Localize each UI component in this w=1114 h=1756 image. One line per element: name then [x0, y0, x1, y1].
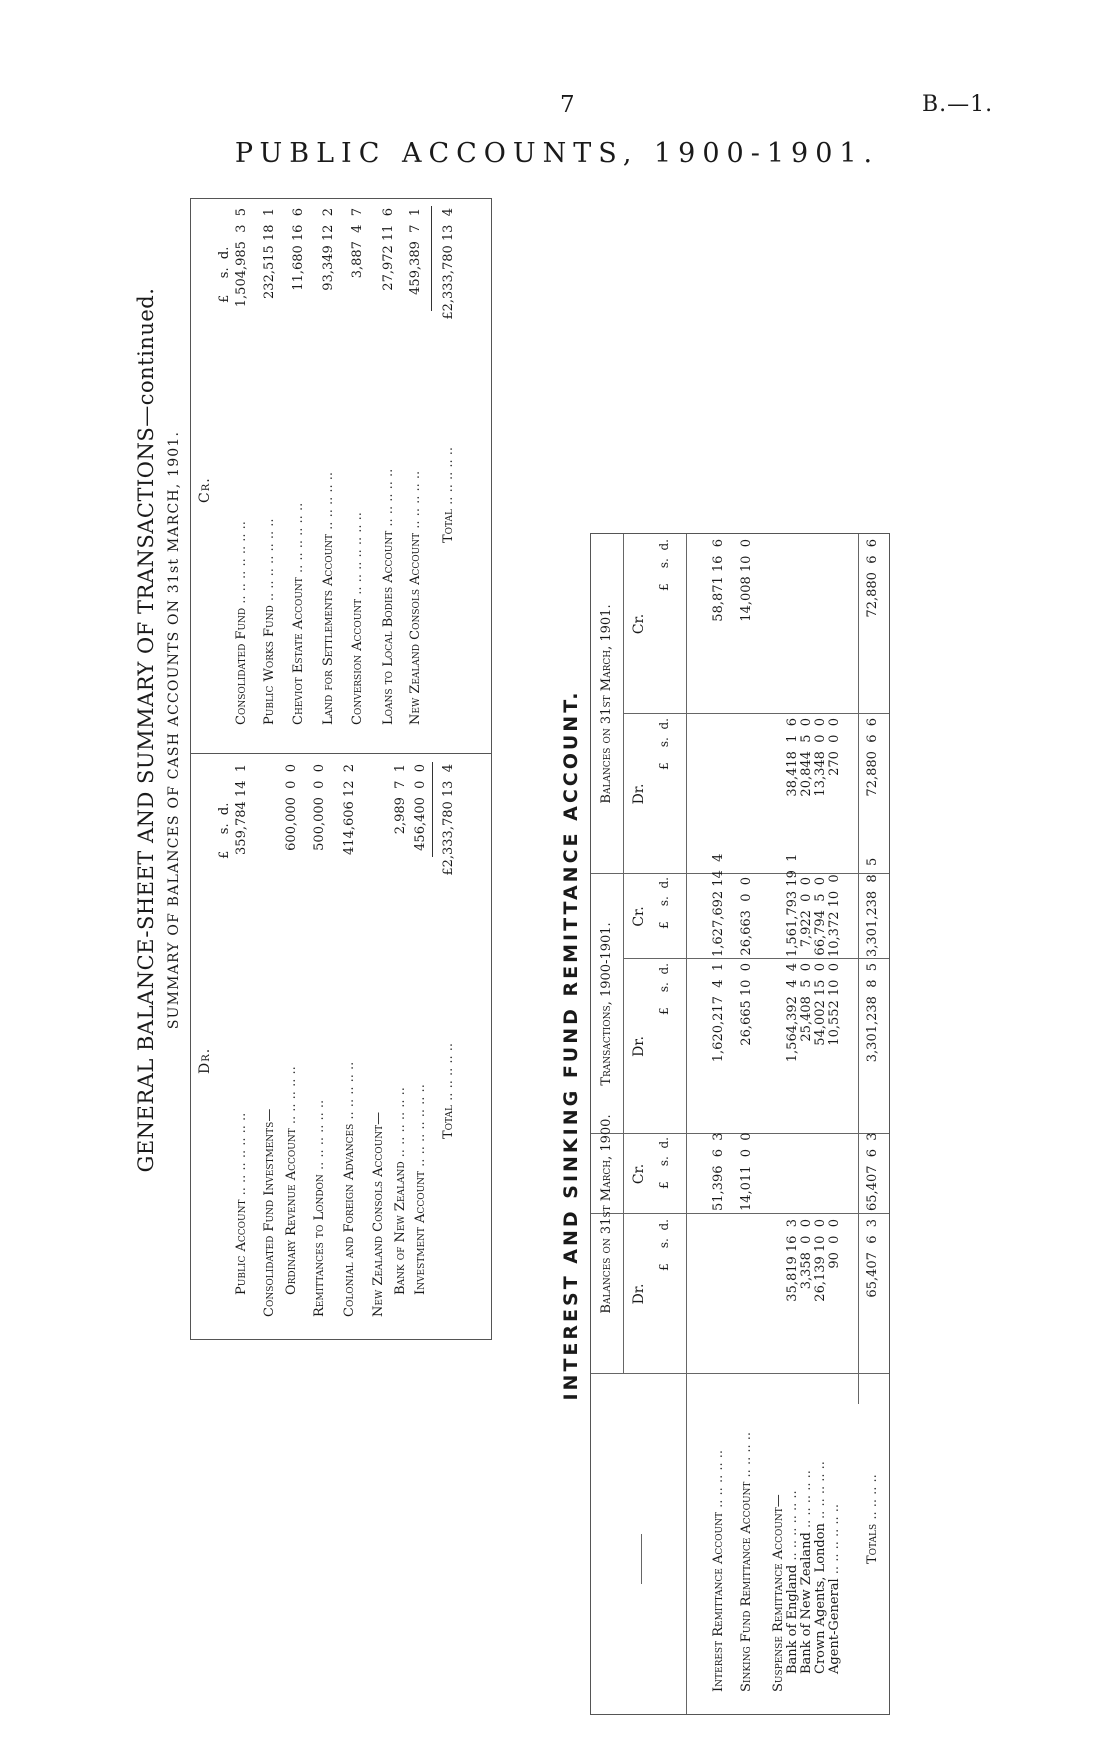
units-label: £ s. d. [657, 718, 671, 770]
row-value: 270 0 0 [827, 718, 842, 776]
row-value: 10,372 10 0 [827, 874, 842, 957]
row-value: 1,627,692 14 4 [711, 853, 726, 957]
debit-item-amount: 456,400 0 0 [413, 764, 428, 851]
credit-item-label: Loans to Local Bodies Account .. .. .. .. .. [381, 468, 396, 725]
debit-item-label: Ordinary Revenue Account .. .. .. .. .. [284, 1066, 299, 1295]
row-value: 3,358 0 0 [799, 1219, 814, 1290]
remittance-account [560, 535, 900, 1715]
debit-item-amount: 359,784 14 1 [234, 764, 249, 855]
debit-item-label: Public Account .. .. .. .. .. .. .. [234, 1112, 249, 1295]
cr-header: Cr. [631, 613, 647, 635]
dr-header: Dr. [631, 1283, 647, 1305]
total-value: 3,301,238 8 5 [865, 963, 880, 1063]
row-value: 1,564,392 4 4 [785, 963, 800, 1063]
units-label: £ s. d. [657, 963, 671, 1015]
row-value: 10,552 10 0 [827, 963, 842, 1046]
header-rule [686, 534, 687, 1714]
group-header: Balances on 31st March, 1901. [599, 604, 614, 804]
total-value: 72,880 6 6 [865, 718, 880, 797]
row-value: 66,794 5 0 [813, 877, 828, 956]
units-label: £ s. d. [657, 1137, 671, 1189]
row-value: 25,408 5 0 [799, 963, 814, 1042]
debit-total-label: Total .. .. .. .. .. [441, 1042, 456, 1139]
dr-header: Dr. [631, 783, 647, 805]
balance-sheet-subtitle: SUMMARY OF BALANCES OF CASH ACCOUNTS ON 31st MARCH, 1901. [166, 430, 182, 1030]
sum-rule [432, 762, 433, 857]
page-number: 7 [560, 92, 575, 118]
group-header: Transactions, 1900-1901. [599, 922, 614, 1086]
totals-rule [858, 534, 859, 1404]
header-rule [623, 534, 624, 1374]
row-value: 58,871 16 6 [711, 539, 726, 622]
total-value: 3,301,238 8 5 [865, 857, 880, 957]
credit-item-label: Conversion Account .. .. .. .. .. .. .. [350, 512, 365, 725]
debit-header: Dr. [197, 1047, 213, 1074]
row-value: 13,348 0 0 [813, 718, 828, 797]
credit-item-label: New Zealand Consols Account .. .. .. .. .. [408, 470, 423, 725]
row-value: 26,663 0 0 [739, 877, 754, 956]
row-label: Crown Agents, London .. .. .. .. .. [813, 1461, 828, 1674]
balance-sheet [130, 200, 510, 1340]
row-label: Agent-General .. .. .. .. .. .. [827, 1503, 842, 1674]
credit-item-label: Cheviot Estate Account .. .. .. .. .. .. [291, 502, 306, 725]
credit-item-amount: 11,680 16 6 [291, 208, 306, 291]
row-value: 35,819 16 3 [785, 1219, 800, 1302]
debit-item-label: Bank of New Zealand .. .. .. .. .. .. [393, 1087, 408, 1295]
credit-item-label: Land for Settlements Account .. .. .. .. .. [321, 471, 336, 725]
remittance-table [590, 533, 890, 1715]
column-divider [623, 958, 889, 959]
row-value: 26,139 10 0 [813, 1219, 828, 1302]
debit-item-amount: 600,000 0 0 [284, 764, 299, 851]
row-value: 26,665 10 0 [739, 963, 754, 1046]
row-label: Sinking Fund Remittance Account .. .. .. .. [739, 1431, 754, 1692]
debit-item-label: Consolidated Fund Investments— [262, 1108, 277, 1317]
credit-item-label: Public Works Fund .. .. .. .. .. .. .. [262, 518, 277, 725]
debit-item-label: Investment Account .. .. .. .. .. .. .. [413, 1084, 428, 1295]
row-value: 20,844 5 0 [799, 718, 814, 797]
credit-item-label: Consolidated Fund .. .. .. .. .. .. .. [234, 521, 249, 725]
row-value: 51,396 6 3 [711, 1132, 726, 1211]
balance-sheet-title: GENERAL BALANCE-SHEET AND SUMMARY OF TRANSACTIONS—continued. [134, 287, 158, 1173]
debit-side [191, 753, 491, 1339]
row-label: Bank of England .. .. .. .. .. .. [785, 1490, 800, 1674]
remittance-title: INTEREST AND SINKING FUND REMITTANCE ACCOUNT. [560, 689, 582, 1401]
units-label: £ s. d. [657, 539, 671, 591]
credit-units: £ s. d. [217, 246, 232, 303]
stub-rule [641, 1534, 642, 1584]
row-value: 14,011 0 0 [739, 1132, 754, 1211]
cr-header: Cr. [631, 1163, 647, 1185]
row-value: 54,002 15 0 [813, 963, 828, 1046]
row-value: 14,008 10 0 [739, 539, 754, 622]
cr-header: Cr. [631, 906, 647, 927]
page-title: PUBLIC ACCOUNTS, 1900-1901. [234, 138, 880, 169]
credit-item-amount: 459,389 7 1 [408, 208, 423, 295]
credit-item-amount: 27,972 11 6 [381, 208, 396, 291]
credit-side [191, 199, 491, 753]
row-label: Suspense Remittance Account— [771, 1494, 786, 1692]
row-value: 38,418 1 6 [785, 718, 800, 797]
dr-header: Dr. [631, 1036, 647, 1057]
totals-label: Totals .. .. .. .. [865, 1474, 880, 1564]
debit-item-label: Remittances to London .. .. .. .. .. .. [312, 1099, 327, 1317]
document-code: B.—1. [922, 92, 994, 117]
credit-total-label: Total .. .. .. .. .. [441, 446, 456, 543]
debit-item-amount: 414,606 12 2 [342, 764, 357, 855]
units-label: £ s. d. [657, 1219, 671, 1271]
credit-item-amount: 3,887 4 7 [350, 208, 365, 279]
column-divider [623, 713, 889, 714]
row-value: 1,561,793 19 1 [785, 853, 800, 957]
row-value: 7,922 0 0 [799, 877, 814, 948]
sum-rule [431, 206, 432, 311]
debit-total: £2,333,780 13 4 [441, 764, 456, 876]
row-label: Bank of New Zealand .. .. .. .. .. [799, 1470, 814, 1674]
debit-item-label: New Zealand Consols Account— [371, 1111, 386, 1317]
credit-item-amount: 93,349 12 2 [321, 208, 336, 291]
total-value: 65,407 6 3 [865, 1219, 880, 1298]
row-value: 1,620,217 4 1 [711, 963, 726, 1063]
total-value: 65,407 6 3 [865, 1132, 880, 1211]
credit-header: Cr. [197, 477, 213, 503]
credit-item-amount: 232,515 18 1 [262, 208, 277, 299]
balance-sheet-table [190, 198, 492, 1340]
units-label: £ s. d. [657, 877, 671, 929]
group-header: Balances on 31st March, 1900. [599, 1114, 614, 1314]
row-value: 90 0 0 [827, 1219, 842, 1269]
row-label: Interest Remittance Account .. .. .. .. .. [711, 1449, 726, 1692]
credit-total: £2,333,780 13 4 [441, 208, 456, 320]
debit-item-amount: 2,989 7 1 [393, 764, 408, 835]
debit-units: £ s. d. [217, 802, 232, 859]
credit-item-amount: 1,504,985 3 5 [234, 208, 249, 308]
debit-item-amount: 500,000 0 0 [312, 764, 327, 851]
debit-item-label: Colonial and Foreign Advances .. .. .. .. .. [342, 1061, 357, 1317]
total-value: 72,880 6 6 [865, 539, 880, 618]
